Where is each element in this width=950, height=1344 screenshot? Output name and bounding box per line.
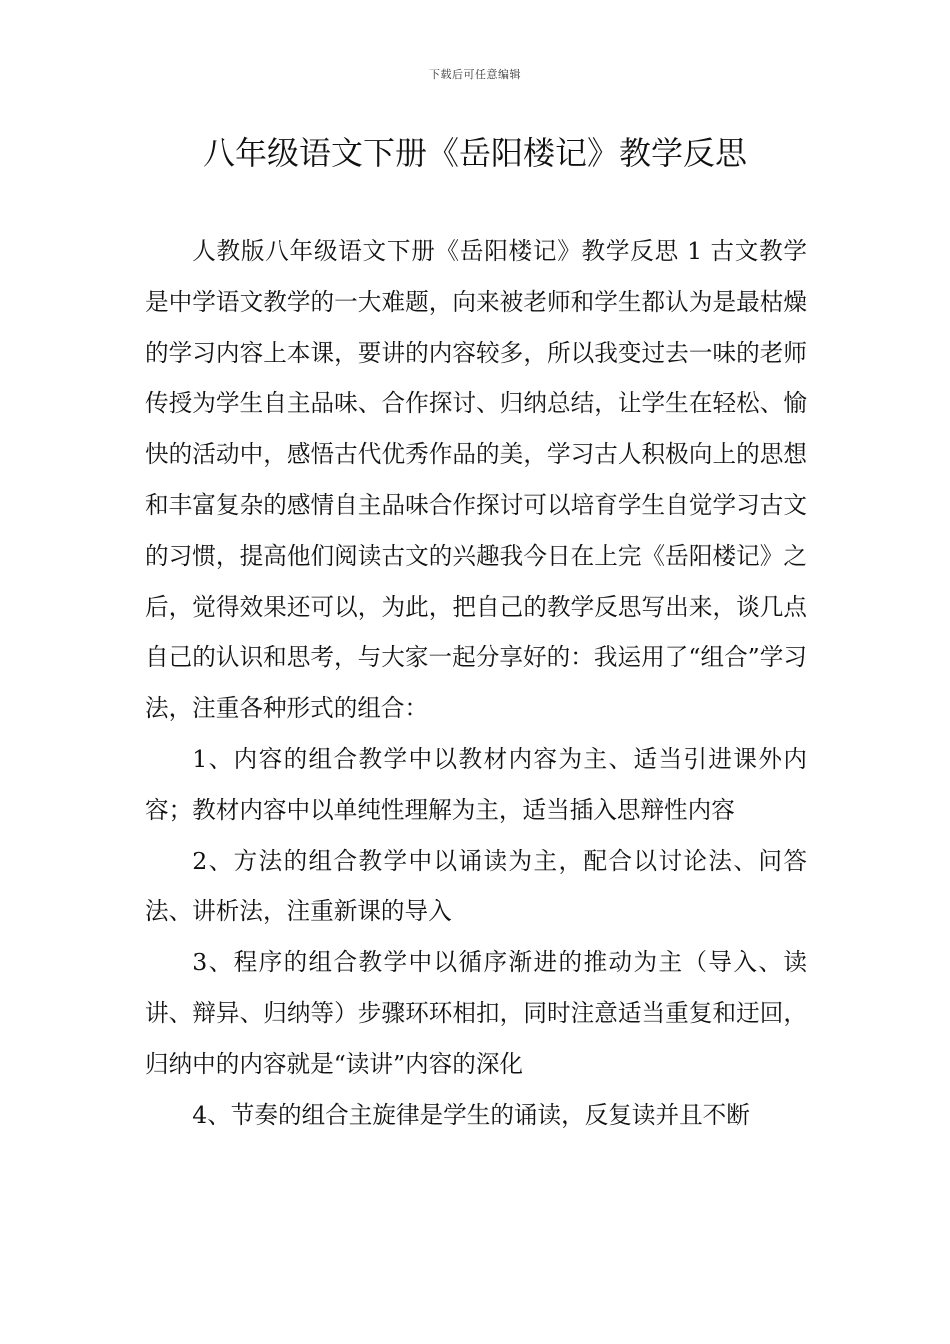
paragraph-intro: 人教版八年级语文下册《岳阳楼记》教学反思 1 古文教学是中学语文教学的一大难题，向来被老师和学生都认为是最枯燥的学习内容上本课，要讲的内容较多，所以我变过去一味的老师传授为学生自主品味、合作探讨、归纳总结，让学生在轻松、愉快的活动中，感悟古代优秀作品的美，学习古人积极向上的思想和丰富复杂的感情自主品味合作探讨可以培育学生自觉学习古文的习惯，提高他们阅读古文的兴趣我今日在上完《岳阳楼记》之后，觉得效果还可以，为此，把自己的教学反思写出来，谈几点自己的认识和思考，与大家一起分享好的：我运用了“组合”学习法，注重各种形式的组合： (145, 237, 807, 723)
paragraph-item-4: 4、节奏的组合主旋律是学生的诵读，反复读并且不断 (192, 1100, 750, 1129)
paragraph-item-2: 2、方法的组合教学中以诵读为主，配合以讨论法、问答法、讲析法，注重新课的导入 (145, 846, 807, 926)
paragraph-item-1: 1、内容的组合教学中以教材内容为主、适当引进课外内容；教材内容中以单纯性理解为主，适当插入思辩性内容 (145, 744, 807, 824)
document-title: 八年级语文下册《岳阳楼记》教学反思 (202, 134, 747, 172)
header-note: 下载后可任意编辑 (429, 68, 521, 81)
paragraph-item-3: 3、程序的组合教学中以循序渐进的推动为主（导入、读讲、辩异、归纳等）步骤环环相扣，同时注意适当重复和迂回，归纳中的内容就是“读讲”内容的深化 (145, 948, 807, 1078)
document-body (145, 226, 807, 1140)
